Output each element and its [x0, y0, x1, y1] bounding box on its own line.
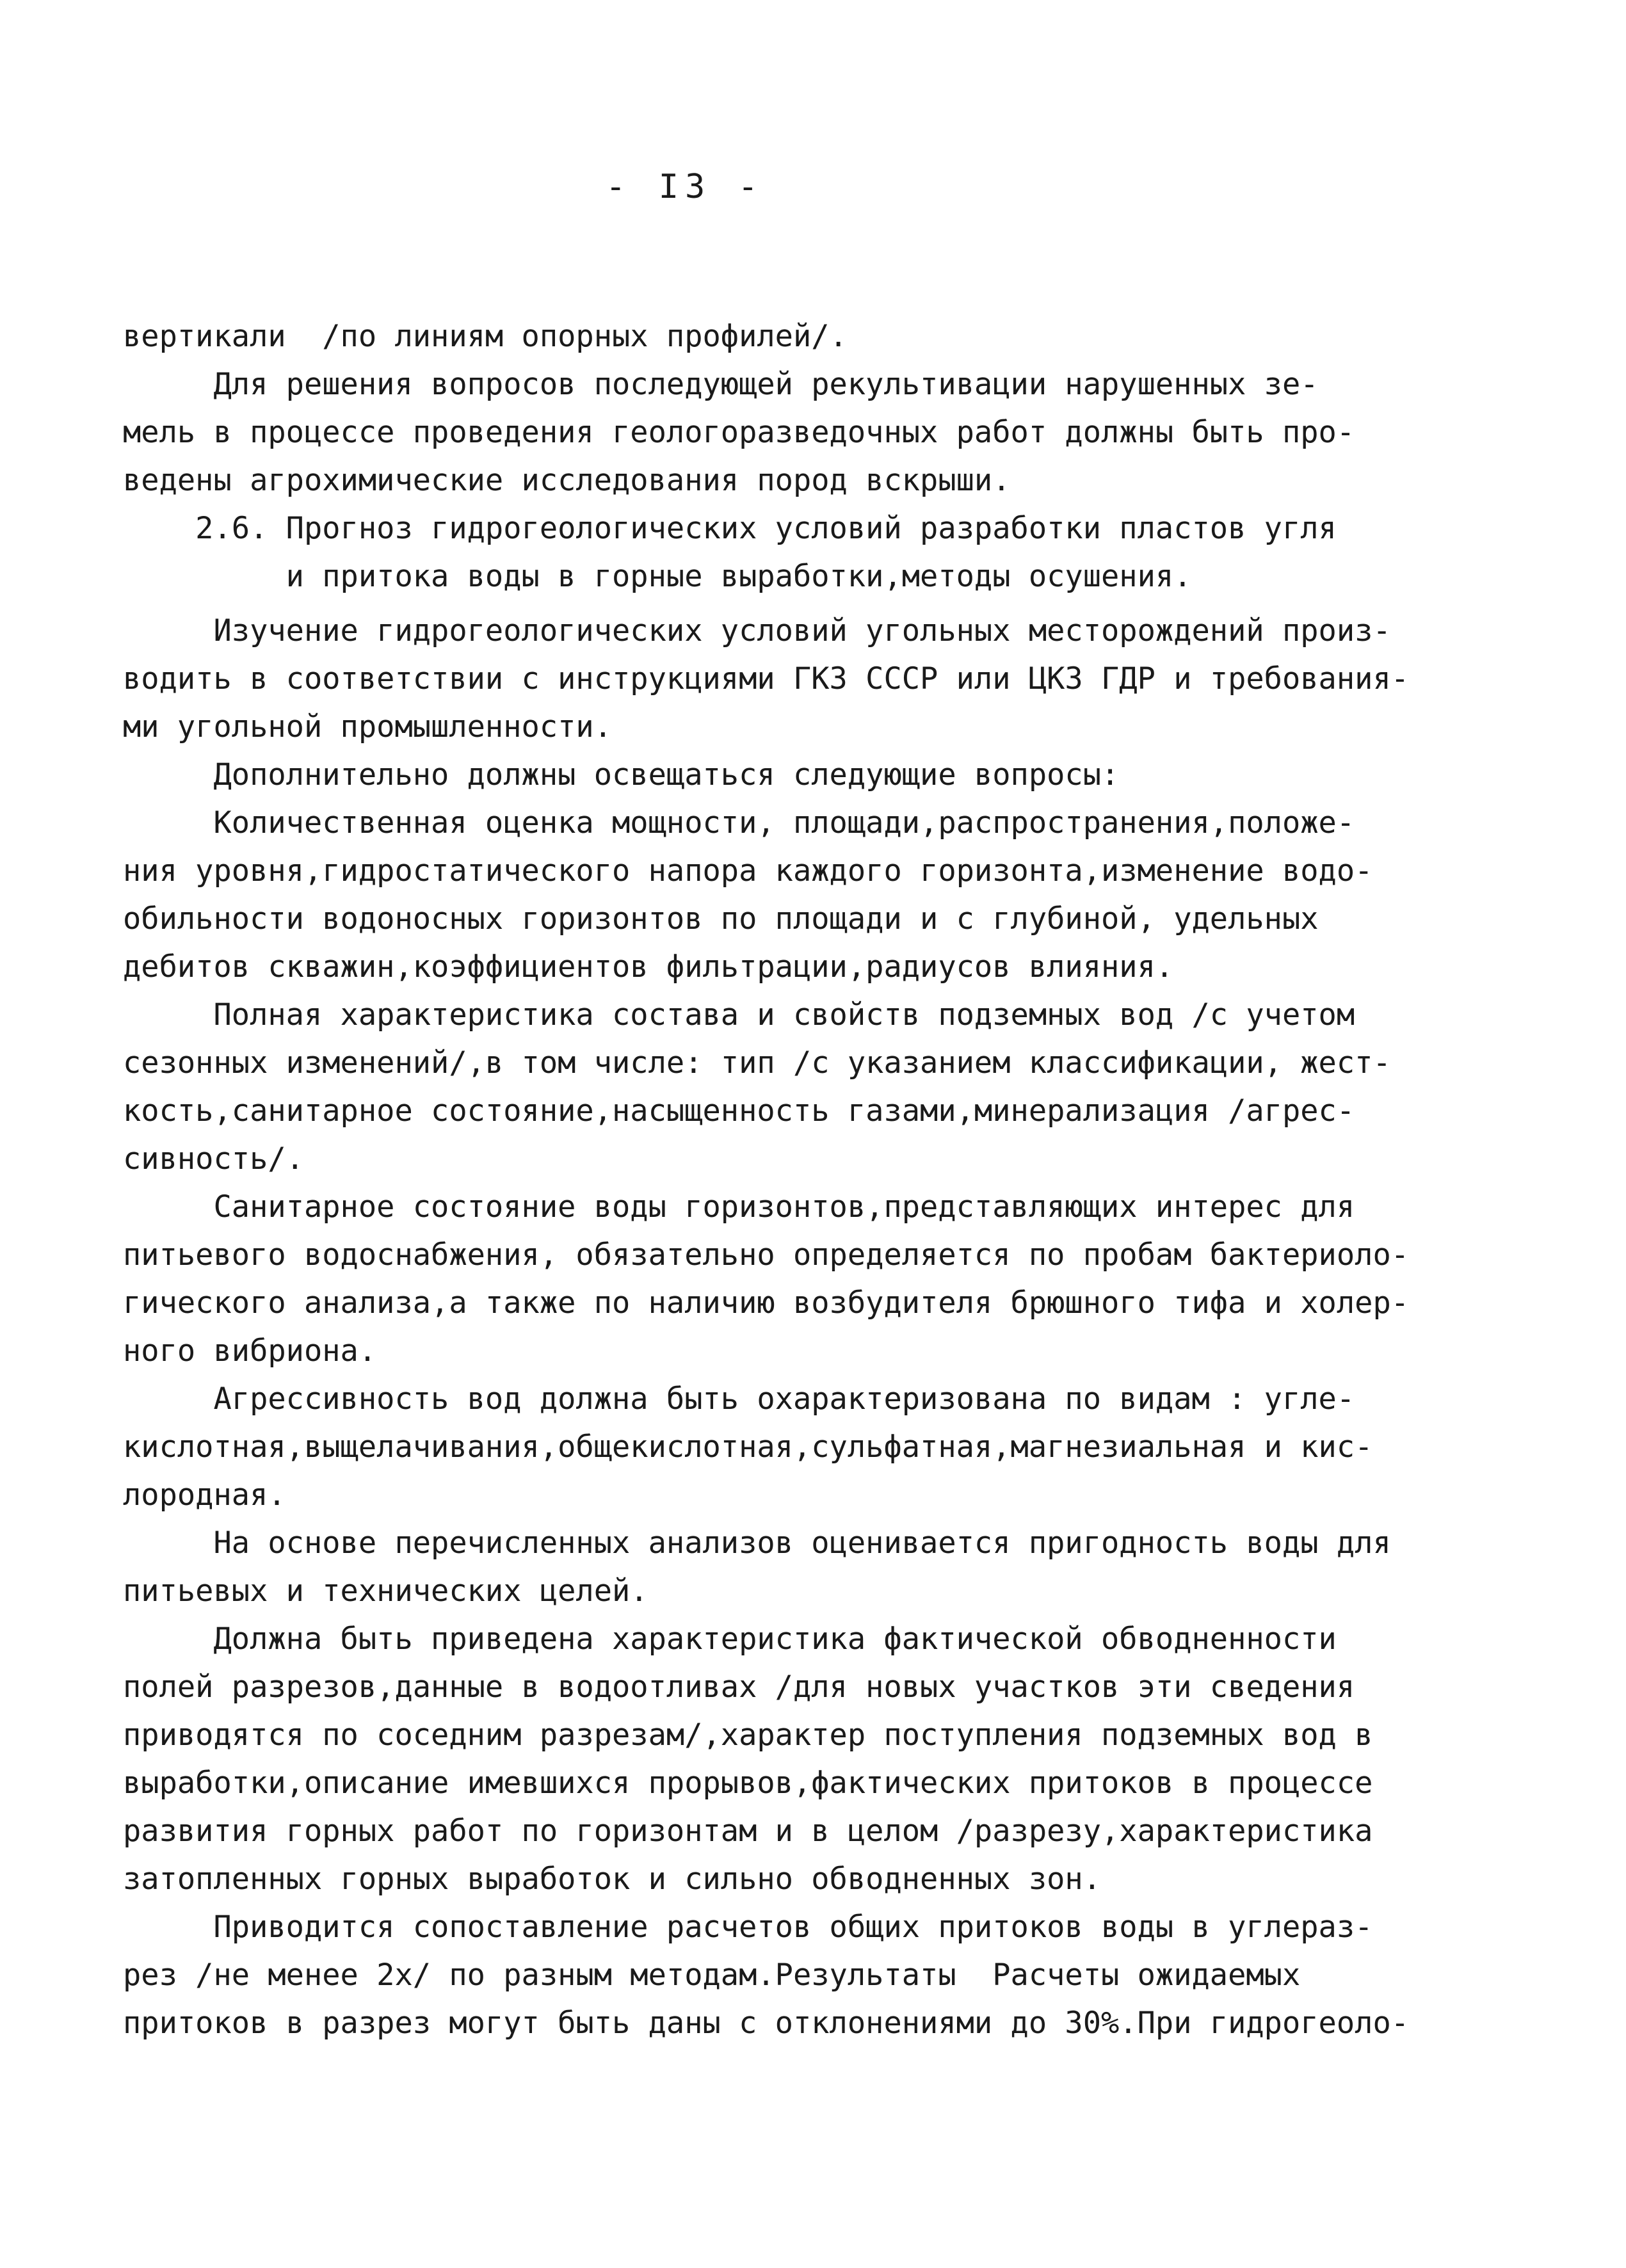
text-line: лородная.: [123, 1477, 286, 1513]
text-line: Полная характеристика состава и свойств подземных вод /с учетом: [123, 997, 1355, 1033]
body-text: [123, 312, 1512, 2047]
text-line: обильности водоносных горизонтов по площади и с глубиной, удельных: [123, 901, 1319, 937]
text-line: сезонных изменений/,в том числе: тип /с указанием классификации, жест-: [123, 1045, 1391, 1081]
text-line: Изучение гидрогеологических условий угольных месторождений произ-: [123, 613, 1391, 648]
text-line: приводятся по соседним разрезам/,характер поступления подземных вод в: [123, 1717, 1373, 1753]
text-line: полей разрезов,данные в водоотливах /для новых участков эти сведения: [123, 1669, 1355, 1705]
text-line: Количественная оценка мощности, площади,распространения,положе-: [123, 805, 1355, 840]
text-line: дебитов скважин,коэффициентов фильтрации,радиусов влияния.: [123, 949, 1174, 985]
text-line: ведены агрохимические исследования пород вскрыши.: [123, 463, 1011, 498]
section-heading-line: и притока воды в горные выработки,методы осушения.: [123, 559, 1192, 594]
text-line: водить в соответствии с инструкциями ГКЗ СССР или ЦКЗ ГДР и требования-: [123, 661, 1410, 696]
text-line: Агрессивность вод должна быть охарактеризована по видам : угле-: [123, 1381, 1355, 1417]
text-line: Для решения вопросов последующей рекультивации нарушенных зе-: [123, 367, 1319, 402]
text-line: Должна быть приведена характеристика фактической обводненности: [123, 1621, 1337, 1657]
text-line: выработки,описание имевшихся прорывов,фактических притоков в процессе: [123, 1765, 1373, 1801]
text-line: ми угольной промышленности.: [123, 709, 613, 744]
text-line: Санитарное состояние воды горизонтов,представляющих интерес для: [123, 1189, 1355, 1225]
text-line: ного вибриона.: [123, 1333, 377, 1369]
page-number: - I3 -: [606, 168, 764, 206]
text-line: кость,санитарное состояние,насыщенность газами,минерализация /агрес-: [123, 1093, 1355, 1129]
text-line: питьевого водоснабжения, обязательно определяется по пробам бактериоло-: [123, 1237, 1410, 1273]
text-line: мель в процессе проведения геологоразведочных работ должны быть про-: [123, 415, 1355, 450]
text-line: Приводится сопоставление расчетов общих притоков воды в углераз-: [123, 1910, 1373, 1945]
text-line: гического анализа,а также по наличию возбудителя брюшного тифа и холер-: [123, 1285, 1410, 1321]
text-line: притоков в разрез могут быть даны с отклонениями до 30%.При гидрогеоло-: [123, 2006, 1410, 2041]
text-line: затопленных горных выработок и сильно обводненных зон.: [123, 1862, 1102, 1897]
text-line: ния уровня,гидростатического напора каждого горизонта,изменение водо-: [123, 853, 1373, 889]
text-line: На основе перечисленных анализов оценивается пригодность воды для: [123, 1525, 1391, 1561]
text-line: питьевых и технических целей.: [123, 1573, 648, 1609]
text-line: сивность/.: [123, 1141, 304, 1177]
text-line: развития горных работ по горизонтам и в целом /разрезу,характеристика: [123, 1814, 1373, 1849]
section-heading-line: 2.6. Прогноз гидрогеологических условий разработки пластов угля: [123, 511, 1337, 546]
text-line: Дополнительно должны освещаться следующие вопросы:: [123, 757, 1120, 792]
text-line: кислотная,выщелачивания,общекислотная,сульфатная,магнезиальная и кис-: [123, 1429, 1373, 1465]
text-line: рез /не менее 2х/ по разным методам.Результаты Расчеты ожидаемых: [123, 1958, 1301, 1993]
text-line: вертикали /по линиям опорных профилей/.: [123, 319, 848, 354]
